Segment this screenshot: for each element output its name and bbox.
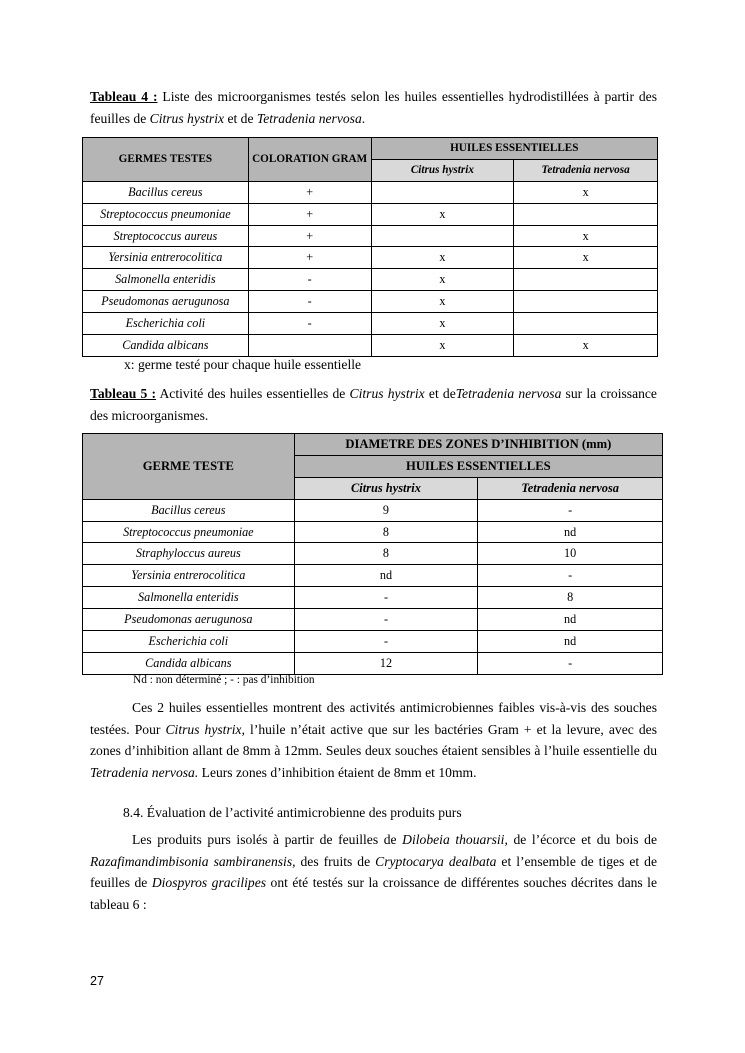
para2-text-e: ont été testés sur la croissance de différentes souches décrites dans le tableau 6 : (90, 875, 657, 912)
t5-citrus: - (294, 609, 478, 631)
table4-caption-text: Liste des microorganismes testés selon les huiles essentielles hydrodistillées à partir des feuilles de (90, 89, 657, 126)
t5-tetradenia: 8 (478, 587, 663, 609)
t5-citrus: 9 (294, 499, 478, 521)
t4-gram: + (248, 203, 371, 225)
para1-text-c: Leurs zones d’inhibition étaient de 8mm et 10mm. (198, 764, 477, 780)
t4-citrus: x (371, 247, 514, 269)
table5-note: Nd : non déterminé ; - : pas d’inhibition (133, 674, 315, 686)
t5-germe: Straphyloccus aureus (83, 543, 295, 565)
para2-text-c: des fruits de (295, 853, 376, 869)
t5-header-tetradenia: Tetradenia nervosa (478, 477, 663, 499)
para1-species1: Citrus hystrix (165, 721, 242, 737)
table5-label: Tableau 5 : (90, 386, 157, 401)
t4-tetradenia (514, 269, 658, 291)
para2-species4: Diospyros gracilipes (151, 875, 267, 890)
t4-gram: - (248, 313, 371, 335)
table-row (83, 225, 658, 247)
t5-germe: Escherichia coli (83, 631, 295, 653)
t5-tetradenia: 10 (478, 543, 663, 565)
t5-citrus: 8 (294, 521, 478, 543)
table-row (83, 335, 658, 357)
t4-gram: - (248, 291, 371, 313)
t5-citrus: - (294, 587, 478, 609)
table-row (83, 247, 658, 269)
table5-species1: Citrus hystrix (349, 386, 425, 401)
paragraph-results (90, 697, 657, 783)
t4-citrus: x (371, 203, 514, 225)
t4-header-tetradenia: Tetradenia nervosa (514, 159, 658, 181)
t4-citrus: x (371, 291, 514, 313)
table-row (83, 269, 658, 291)
table-row (83, 652, 663, 674)
table4-species1: Citrus hystrix (149, 110, 225, 126)
table-row (83, 499, 663, 521)
table4-label: Tableau 4 : (90, 89, 158, 104)
table4-species2: Tetradenia nervosa (256, 110, 362, 126)
table4-caption (90, 86, 657, 129)
t5-citrus: 12 (294, 652, 478, 674)
table-row (83, 521, 663, 543)
t4-citrus: x (371, 269, 514, 291)
table-row (83, 203, 658, 225)
table5-caption-and: et de (424, 386, 456, 401)
table-row (83, 543, 663, 565)
table4-caption-and: et de (224, 110, 257, 126)
table-row (83, 631, 663, 653)
t4-tetradenia (514, 313, 658, 335)
t4-header-citrus: Citrus hystrix (371, 159, 514, 181)
table-row (83, 291, 658, 313)
para2-species2: Razafimandimbisonia sambiranensis, (90, 853, 296, 869)
t5-header-huiles: HUILES ESSENTIELLES (294, 455, 662, 477)
paragraph-pure-products (90, 829, 657, 915)
table-row (83, 609, 663, 631)
t4-germe: Pseudomonas aerugunosa (83, 291, 249, 313)
t4-germe: Streptococcus aureus (83, 225, 249, 247)
t4-gram: - (248, 269, 371, 291)
t4-gram (248, 335, 371, 357)
t4-citrus: x (371, 313, 514, 335)
page-number: 27 (90, 974, 104, 988)
para1-text-a: Ces 2 huiles essentielles montrent des activités antimicrobiennes faibles vis-à-vis des souches testées. Pour (90, 700, 657, 737)
t4-gram: + (248, 181, 371, 203)
t5-header-germe: GERME TESTE (83, 434, 295, 500)
para2-text-b: de l’écorce et du bois de (507, 832, 657, 847)
t5-germe: Streptococcus pneumoniae (83, 521, 295, 543)
t4-header-coloration: COLORATION GRAM (248, 138, 371, 182)
t5-germe: Bacillus cereus (83, 499, 295, 521)
t4-tetradenia (514, 291, 658, 313)
para2-species1: Dilobeia thouarsii, (402, 832, 508, 847)
table5-caption-text: Activité des huiles essentielles de (156, 386, 350, 401)
t5-citrus: 8 (294, 543, 478, 565)
table-row (83, 587, 663, 609)
t5-tetradenia: nd (478, 521, 663, 543)
table4-note: x: germe testé pour chaque huile essentielle (124, 357, 362, 372)
table-row (83, 565, 663, 587)
t4-tetradenia (514, 203, 658, 225)
para1-text-b: , l’huile n’était active que sur les bactéries Gram + et la levure, avec des zones d’inhibition allant de 8mm à 12mm. Seules deux souches étaient sensibles à l’huile essentielle du (90, 721, 657, 758)
t4-tetradenia: x (514, 335, 658, 357)
table-row (83, 181, 658, 203)
t4-gram: + (248, 225, 371, 247)
t5-tetradenia: - (478, 652, 663, 674)
t4-germe: Candida albicans (83, 335, 249, 357)
t4-germe: Bacillus cereus (83, 181, 249, 203)
t5-germe: Pseudomonas aerugunosa (83, 609, 295, 631)
t4-citrus (371, 181, 514, 203)
table5-caption-end: sur la croissance des microorganismes. (90, 386, 657, 423)
t4-tetradenia: x (514, 247, 658, 269)
t5-citrus: nd (294, 565, 478, 587)
t5-germe: Candida albicans (83, 652, 295, 674)
t5-germe: Salmonella enteridis (83, 587, 295, 609)
table5-caption (90, 383, 657, 426)
table4-caption-end: . (361, 110, 366, 126)
t4-header-germes: GERMES TESTES (83, 138, 249, 182)
t4-germe: Escherichia coli (83, 313, 249, 335)
para1-species2: Tetradenia nervosa. (90, 764, 199, 780)
table5-species2: Tetradenia nervosa (455, 386, 562, 401)
t4-gram: + (248, 247, 371, 269)
table5 (82, 433, 663, 675)
t4-tetradenia: x (514, 181, 658, 203)
t5-germe: Yersinia entrerocolitica (83, 565, 295, 587)
para2-text-d: et l’ensemble de tiges et de feuilles de (90, 853, 657, 890)
para2-text-a: Les produits purs isolés à partir de feuilles de (132, 832, 403, 847)
section-heading: 8.4. Évaluation de l’activité antimicrobienne des produits purs (123, 805, 462, 820)
table4 (82, 137, 658, 357)
t4-citrus (371, 225, 514, 247)
t4-germe: Salmonella enteridis (83, 269, 249, 291)
para2-species3: Cryptocarya dealbata (375, 853, 497, 869)
t5-tetradenia: nd (478, 609, 663, 631)
t4-citrus: x (371, 335, 514, 357)
table-row (83, 313, 658, 335)
t5-citrus: - (294, 631, 478, 653)
t4-header-huiles: HUILES ESSENTIELLES (371, 138, 657, 160)
t5-tetradenia: - (478, 499, 663, 521)
t4-tetradenia: x (514, 225, 658, 247)
t5-header-diametre: DIAMETRE DES ZONES D’INHIBITION (mm) (294, 434, 662, 456)
t5-header-citrus: Citrus hystrix (294, 477, 478, 499)
t5-tetradenia: - (478, 565, 663, 587)
t5-tetradenia: nd (478, 631, 663, 653)
t4-germe: Streptococcus pneumoniae (83, 203, 249, 225)
t4-germe: Yersinia entrerocolitica (83, 247, 249, 269)
